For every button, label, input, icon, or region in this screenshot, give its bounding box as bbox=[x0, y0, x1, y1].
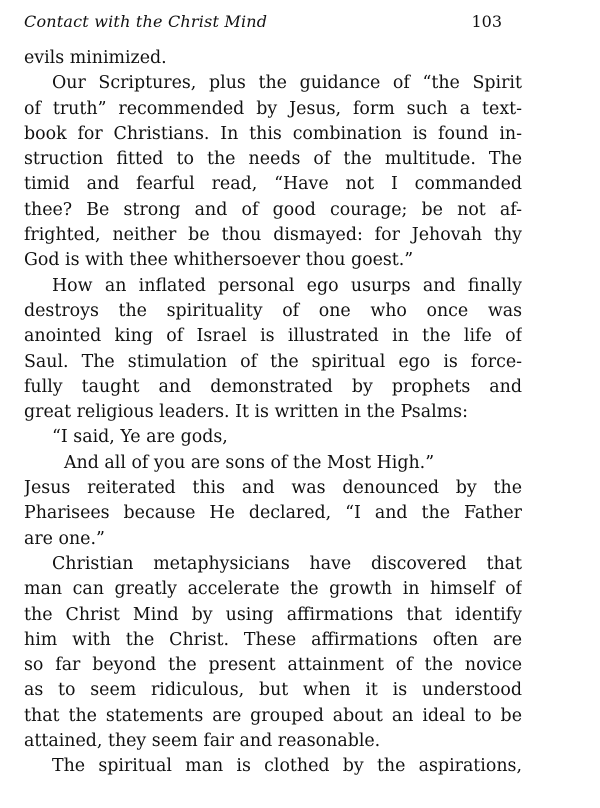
text-line: are one.” bbox=[24, 528, 105, 549]
text-line: as to seem ridiculous, but when it is understood bbox=[24, 680, 522, 701]
text-line: frighted, neither be thou dismayed: for Jehovah thy bbox=[24, 225, 522, 246]
text-line: man can greatly accelerate the growth in himself of bbox=[24, 579, 522, 600]
text-line: “I said, Ye are gods, bbox=[52, 427, 228, 448]
text-line: Saul. The stimulation of the spiritual ego is force- bbox=[24, 351, 522, 372]
text-line: that the statements are grouped about an ideal to be bbox=[24, 705, 522, 726]
text-line: Jesus reiterated this and was denounced by the bbox=[24, 478, 522, 499]
text-line: of truth” recommended by Jesus, form such a text- bbox=[24, 98, 522, 119]
text-line: book for Christians. In this combination is found in- bbox=[24, 123, 522, 144]
text-line: thee? Be strong and of good courage; be not af- bbox=[24, 199, 522, 220]
text-line: The spiritual man is clothed by the aspirations, bbox=[52, 756, 522, 777]
text-line: Our Scriptures, plus the guidance of “the Spirit bbox=[52, 73, 522, 94]
text-line: God is with thee whithersoever thou goest.” bbox=[24, 250, 414, 271]
text-line: him with the Christ. These affirmations often are bbox=[24, 629, 522, 650]
text-line: timid and fearful read, “Have not I commanded bbox=[24, 174, 522, 195]
text-line: attained, they seem fair and reasonable. bbox=[24, 731, 381, 752]
text-line: the Christ Mind by using affirmations that identify bbox=[24, 604, 522, 625]
text-line: destroys the spirituality of one who once was bbox=[24, 300, 522, 321]
text-line: Pharisees because He declared, “I and the Father bbox=[24, 503, 522, 524]
page-header bbox=[24, 12, 502, 36]
page-number: 103 bbox=[471, 12, 502, 31]
text-line: struction fitted to the needs of the multitude. The bbox=[24, 149, 522, 170]
running-title: Contact with the Christ Mind bbox=[24, 12, 268, 31]
text-line: Christian metaphysicians have discovered that bbox=[52, 553, 522, 574]
body-text bbox=[24, 46, 522, 780]
text-line: How an inflated personal ego usurps and finally bbox=[52, 275, 522, 296]
text-line: great religious leaders. It is written in the Psalms: bbox=[24, 402, 468, 423]
text-line: fully taught and demonstrated by prophets and bbox=[24, 376, 522, 397]
text-line: evils minimized. bbox=[24, 48, 167, 68]
text-line: so far beyond the present attainment of the novice bbox=[24, 655, 522, 676]
text-line: And all of you are sons of the Most High.” bbox=[64, 452, 435, 473]
text-line: anointed king of Israel is illustrated in the life of bbox=[24, 326, 522, 347]
